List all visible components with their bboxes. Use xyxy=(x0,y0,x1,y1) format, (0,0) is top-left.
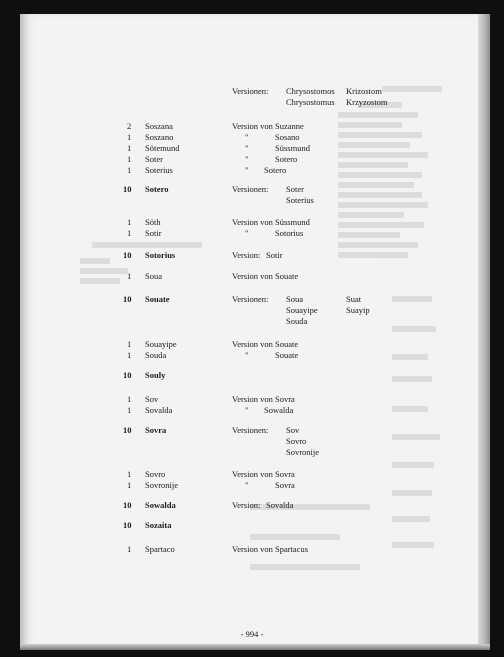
variant-name: Sov xyxy=(286,425,300,435)
entry-name: Souate xyxy=(145,294,170,304)
entry-description: Sosano xyxy=(275,132,300,142)
page-edge-right xyxy=(478,14,490,650)
entry-name: Soterius xyxy=(145,165,173,175)
entry-count: 1 xyxy=(127,469,132,479)
variant-name: Suayip xyxy=(346,305,370,315)
entry-description: Version von Spartacus xyxy=(232,544,309,554)
variant-name: Soterius xyxy=(286,195,314,205)
entry-count: 1 xyxy=(127,271,132,281)
entry-name: Sowalda xyxy=(145,500,176,510)
entry-name: Soua xyxy=(145,271,162,281)
header-variant: Krizostom xyxy=(346,86,382,96)
document-page xyxy=(20,14,480,650)
entry-description: Version von Souate xyxy=(232,339,299,349)
entry-name: Sov xyxy=(145,394,159,404)
entry-count: 1 xyxy=(127,394,132,404)
entry-count: 1 xyxy=(127,154,132,164)
entry-description: Version von Sovra xyxy=(232,394,295,404)
entry-name: Sozaita xyxy=(145,520,172,530)
variant-name: Sovalda xyxy=(266,500,294,510)
variant-name: Soter xyxy=(286,184,304,194)
variant-name: Soua xyxy=(286,294,303,304)
entry-name: Sotero xyxy=(145,184,169,194)
entry-count: 10 xyxy=(123,250,132,260)
entry-count: 1 xyxy=(127,132,132,142)
entry-description: Sotero xyxy=(264,165,287,175)
variant-name: Souayipe xyxy=(286,305,318,315)
variant-name: Sovronije xyxy=(286,447,320,457)
ditto-mark: " xyxy=(245,132,249,142)
entry-count: 1 xyxy=(127,143,132,153)
header-variant: Chrysostomus xyxy=(286,97,335,107)
entry-description: Version von Süssmund xyxy=(232,217,310,227)
entry-description: Sovra xyxy=(275,480,295,490)
entry-description: Sowalda xyxy=(264,405,294,415)
header-variant: Chrysostomos xyxy=(286,86,335,96)
entry-name: Sovra xyxy=(145,425,167,435)
entry-description: Souate xyxy=(275,350,299,360)
entry-description: Sotero xyxy=(275,154,298,164)
variant-name: Sotir xyxy=(266,250,283,260)
entry-count: 10 xyxy=(123,294,132,304)
entry-name: Sovronije xyxy=(145,480,179,490)
entry-count: 10 xyxy=(123,500,132,510)
variant-name: Sovro xyxy=(286,436,307,446)
entry-count: 10 xyxy=(123,425,132,435)
entry-count: 2 xyxy=(127,121,132,131)
entry-name: Sotorius xyxy=(145,250,176,260)
entry-name: Soszano xyxy=(145,132,174,142)
header-versions-label: Versionen: xyxy=(232,86,269,96)
entry-count: 10 xyxy=(123,520,132,530)
ditto-mark: " xyxy=(245,154,249,164)
entry-name: Spartaco xyxy=(145,544,175,554)
page-edge-bottom xyxy=(20,644,490,650)
entry-count: 10 xyxy=(123,370,132,380)
entry-description: Version: xyxy=(232,500,261,510)
entry-name: Sovro xyxy=(145,469,166,479)
entry-name: Söth xyxy=(145,217,161,227)
ditto-mark: " xyxy=(245,165,249,175)
header-variant: Krzyzostom xyxy=(346,97,388,107)
entry-count: 1 xyxy=(127,228,132,238)
entry-count: 1 xyxy=(127,480,132,490)
entry-count: 1 xyxy=(127,165,132,175)
variant-name: Souda xyxy=(286,316,308,326)
entry-description: Version von Suzanne xyxy=(232,121,304,131)
entry-count: 10 xyxy=(123,184,132,194)
ditto-mark: " xyxy=(245,480,249,490)
entry-description: Versionen: xyxy=(232,425,269,435)
ditto-mark: " xyxy=(245,143,249,153)
entry-name: Sotir xyxy=(145,228,162,238)
entry-name: Sötemund xyxy=(145,143,180,153)
entry-name: Souly xyxy=(145,370,166,380)
entry-name: Soter xyxy=(145,154,163,164)
entry-name: Soszana xyxy=(145,121,173,131)
entry-description: Sotorius xyxy=(275,228,304,238)
entry-name: Sovalda xyxy=(145,405,173,415)
entry-count: 1 xyxy=(127,217,132,227)
entry-description: Version von Sovra xyxy=(232,469,295,479)
ditto-mark: " xyxy=(245,405,249,415)
entry-description: Versionen: xyxy=(232,294,269,304)
entry-description: Version: xyxy=(232,250,261,260)
entry-count: 1 xyxy=(127,350,132,360)
variant-name: Suat xyxy=(346,294,362,304)
entry-description: Versionen: xyxy=(232,184,269,194)
entry-count: 1 xyxy=(127,339,132,349)
entry-count: 1 xyxy=(127,405,132,415)
ditto-mark: " xyxy=(245,350,249,360)
ditto-mark: " xyxy=(245,228,249,238)
page-number: - 994 - xyxy=(240,629,264,639)
entry-name: Souda xyxy=(145,350,167,360)
entry-count: 1 xyxy=(127,544,132,554)
entry-description: Version von Souate xyxy=(232,271,299,281)
entry-name: Souayipe xyxy=(145,339,177,349)
entry-description: Süssmund xyxy=(275,143,310,153)
